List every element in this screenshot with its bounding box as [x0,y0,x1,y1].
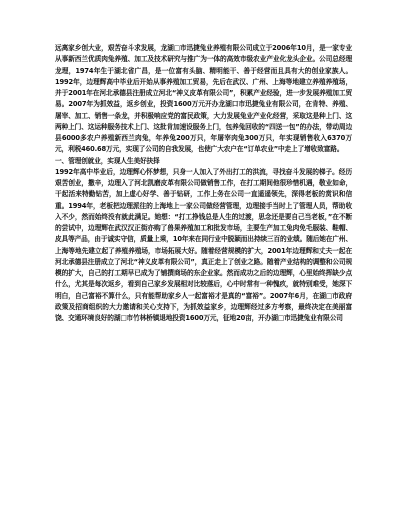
document-page [55,43,352,324]
intro-paragraph: 远离家乡创大业，艰苦奋斗求发展，龙湖□市迅捷兔业养殖有限公司成立于2006年10月，是一家专业从事新西兰优质肉兔养殖、加工及技术研究与推广为一体的高效市级农业产业化龙头企业。公司总经理龙理，1974年生于湖北省广昌，是一位富有头脑、精明能干、善于经营而且具有大的创业家族人。1992年，边理辉高中毕业后开始从事养殖加工贸易，先后在武汉、广州、上海等地建立养殖养殖场，并于2001年在河北承德县注册成立河北“神义皮革有限公司”，积累产业经验，进一步发展养殖加工贸易。2007年为抓效益，返乡创业，投资1600万元开办龙湖口市迅捷兔业有限公司，在肯特、养殖、屠宰、加工、销售一条龙，并积极响应党的富民政策，大力发展兔业产业化经营，采取这是种上门、这两种上门、这运种服务技术上门、这批肯加速设服务上门，包养兔回收的“四送一包”的办法，带动周边县6000多农户养殖新西兰肉兔，年养兔200万只，年屠宰肉兔300万只，年实现销售收入6370万元，利税460.68万元，实现了公司的自我发展，也使广大农户在“订单农业”中走上了增收致富路。 [55,44,352,154]
section-heading: 一、管理创就业，实现人生美好抉择 [55,156,160,165]
body-paragraph: 1992年高中毕业后，边理辉心怀梦想，只身一人加入了外出打工的洪流，寻找奋斗发展的梯子。经历艰苦创业，撒辛，边理入了河北凯磨皮革有限公司做销售工作，在打工期间他很珍惜机遇，敬业如命，干起活来特勤钻苦，加上虚心好学、善于钻研，工作上务在公司一直遥遥领先，深得老板的赏识和信重。1994年，老板把边理派往的上海地上一家公司做经营管理，边理接手当时上了管理人员，帮助收入不少，然而始终没有就此满足。她想：“打工挣钱总是人生的过渡，思念还是要自己当老板，”在不断的尝试中，边理辉在武汉汉正街亦购了兽果养殖加工和批发市场，主要生产加工兔肉免毛服装、鞋帽、皮具等产品，由于诚实守信，质量上乘，10年来在同行业中脱颖而出持续三百的业绩。随后她在广州、上海等地先建立起了养殖养殖场，市场拓展大好。随着经营规模的扩大，2001年边理辉和丈夫一起在河北承德县注册成立了河北“神义皮革有限公司”，真正走上了创业之路。随着产业结构的调整和公司规模的扩大，自己的打工期早已成为了铺撰商场的东企业家。然而成功之后的边理辉，心里始终挥缺少点什么，尤其是每次返乡，看到自己家乡发展相对比较落后，心中时常有一种愧疚，就特别难受，她深下明白，自己富裕不算什么，只有能帮助家乡人一起富裕才是真的“富裕”。2007年6月，在湖□市政府政策及招商组织的大力邀请和关心支持下，为抓效益家乡，边理辉经过多方考察，最终决定在美丽富饶、交通环境良好的湖□市竹林桥镇退地投资1600万元，征地20亩，开办湖□市迅捷兔业有限公司 [55,167,352,322]
